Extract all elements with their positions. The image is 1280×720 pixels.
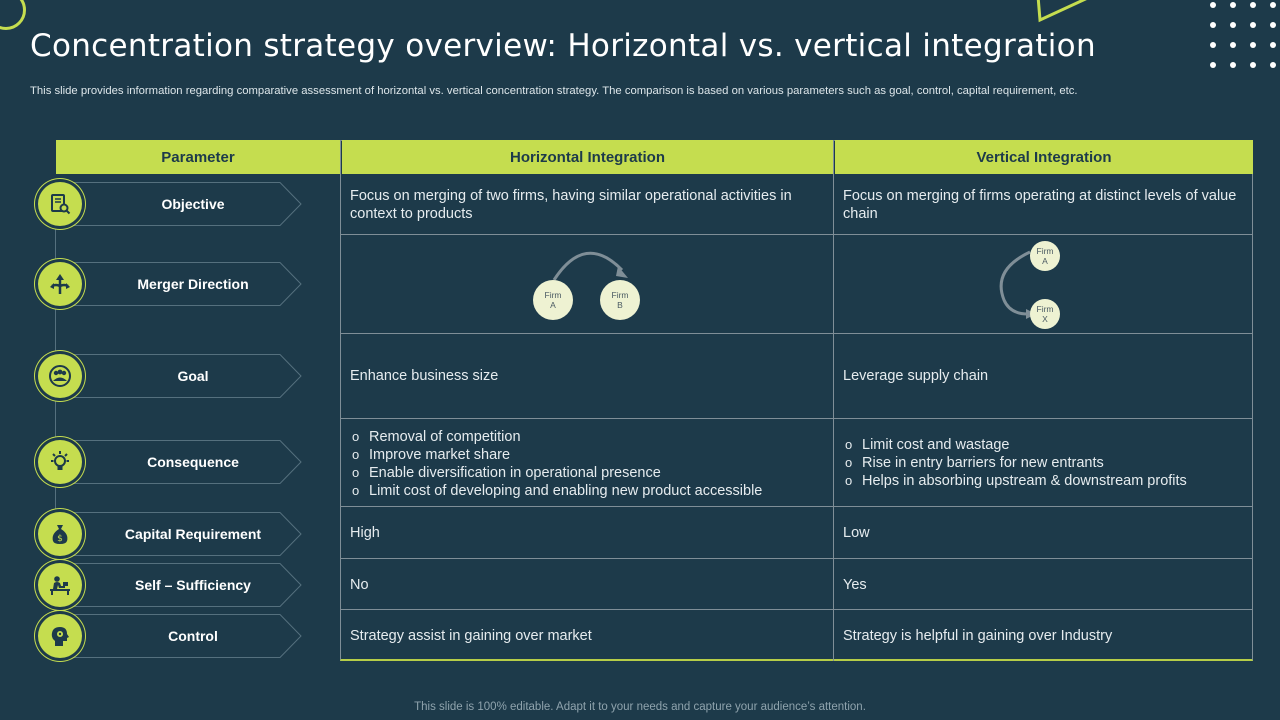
control-vertical-text: Strategy is helpful in gaining over Industry	[843, 628, 1113, 644]
parameter-label: Goal	[177, 368, 209, 384]
firm-a-node: Firm A	[533, 280, 573, 320]
firm-b-node: Firm B	[600, 280, 640, 320]
parameter-capital-requirement	[38, 512, 302, 556]
list-item: o Helps in absorbing upstream & downstream profits	[843, 472, 1248, 490]
list-item: o Limit cost of developing and enabling new product accessible	[350, 482, 825, 500]
firm-x-node: Firm X	[1030, 299, 1060, 329]
list-item: o Enable diversification in operational presence	[350, 464, 825, 482]
parameter-label: Consequence	[147, 454, 239, 470]
split-arrows-icon	[38, 262, 82, 306]
parameter-label: Objective	[161, 196, 225, 212]
goal-horizontal-text: Enhance business size	[350, 368, 499, 384]
parameter-label: Control	[168, 628, 218, 644]
decorative-dot-grid	[1206, 0, 1280, 72]
svg-text:$: $	[57, 534, 63, 544]
row-divider	[340, 234, 1253, 235]
team-target-icon	[38, 354, 82, 398]
head-gear-icon	[38, 614, 82, 658]
decorative-circle	[0, 0, 26, 30]
consequence-horizontal-list	[350, 428, 825, 500]
column-divider	[833, 140, 834, 661]
row-divider	[340, 609, 1253, 610]
parameter-merger-direction	[38, 262, 302, 306]
parameter-self-sufficiency	[38, 563, 302, 607]
page-subtitle: This slide provides information regarding comparative assessment of horizontal vs. vertical concentration strategy. The comparison is based on various parameters such as goal, control, capital requirement, etc.	[30, 85, 1078, 97]
row-divider	[340, 506, 1253, 507]
worker-desk-icon	[38, 563, 82, 607]
parameter-objective	[38, 182, 302, 226]
parameter-label: Self – Sufficiency	[135, 577, 251, 593]
row-divider	[340, 333, 1253, 334]
parameter-goal	[38, 354, 302, 398]
row-divider	[340, 418, 1253, 419]
capital-vertical-text: Low	[843, 525, 870, 541]
footer-note: This slide is 100% editable. Adapt it to your needs and capture your audience’s attention.	[414, 701, 866, 713]
parameter-consequence	[38, 440, 302, 484]
list-item: o Improve market share	[350, 446, 825, 464]
firm-a-node: Firm A	[1030, 241, 1060, 271]
consequence-vertical-list	[843, 436, 1248, 490]
parameter-control	[38, 614, 302, 658]
list-item: o Rise in entry barriers for new entrants	[843, 454, 1248, 472]
header-vertical-integration: Vertical Integration	[835, 140, 1253, 174]
self-sufficiency-vertical-text: Yes	[843, 577, 867, 593]
control-horizontal-text: Strategy assist in gaining over market	[350, 628, 592, 644]
capital-horizontal-text: High	[350, 525, 380, 541]
header-parameter: Parameter	[56, 140, 340, 174]
self-sufficiency-horizontal-text: No	[350, 577, 369, 593]
list-item: o Limit cost and wastage	[843, 436, 1248, 454]
parameter-label: Merger Direction	[137, 276, 249, 292]
objective-vertical-text: Focus on merging of firms operating at distinct levels of value chain	[843, 188, 1237, 222]
decorative-triangle	[1030, 0, 1100, 26]
goal-vertical-text: Leverage supply chain	[843, 368, 989, 384]
parameter-label: Capital Requirement	[124, 526, 262, 542]
header-horizontal-integration: Horizontal Integration	[342, 140, 833, 174]
page-title: Concentration strategy overview: Horizontal vs. vertical integration	[30, 28, 1096, 64]
row-divider	[340, 558, 1253, 559]
objective-horizontal-text: Focus on merging of two firms, having similar operational activities in context to products	[350, 188, 792, 222]
list-item: o Removal of competition	[350, 428, 825, 446]
lightbulb-idea-icon	[38, 440, 82, 484]
document-search-icon	[38, 182, 82, 226]
money-bag-icon	[38, 512, 82, 556]
